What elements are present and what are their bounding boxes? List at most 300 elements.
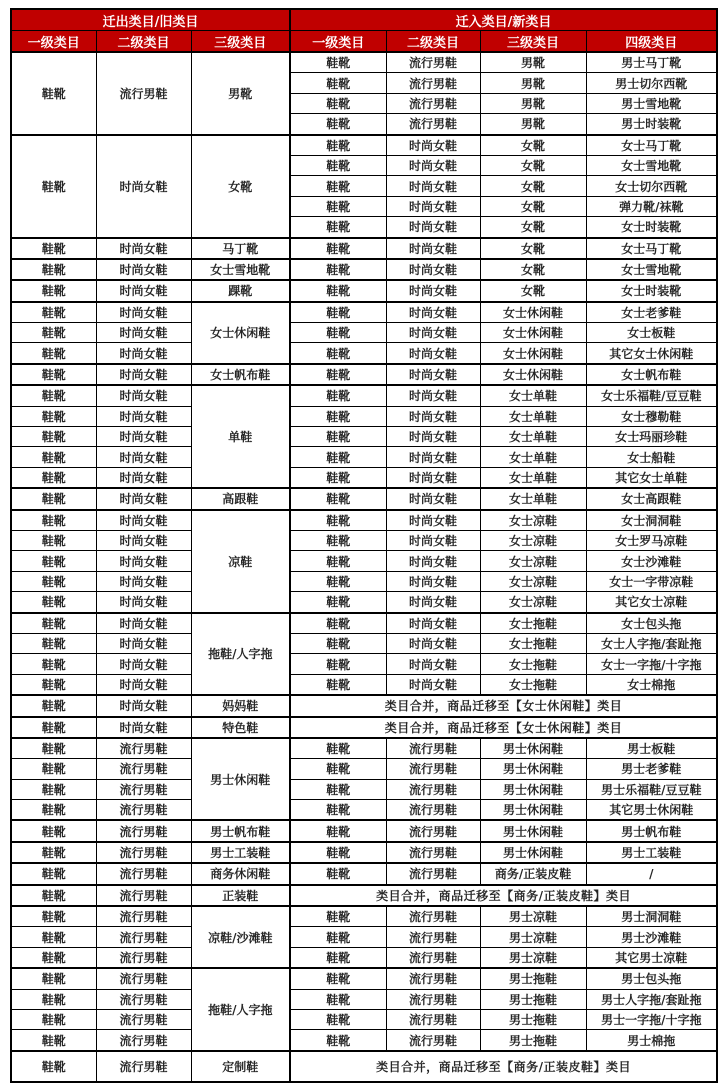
old-level1-cell: 鞋靴	[11, 467, 96, 488]
table-row	[11, 135, 717, 156]
new-level3-cell: 女靴	[480, 135, 586, 156]
column-header-new-level2: 二级类目	[386, 31, 480, 53]
new-level1-cell: 鞋靴	[290, 238, 386, 259]
table-row	[11, 1009, 717, 1029]
new-level2-cell: 时尚女鞋	[386, 592, 480, 613]
new-level4-cell: 女士老爹鞋	[586, 302, 717, 323]
old-level2-cell: 流行男鞋	[96, 52, 191, 135]
new-level2-cell: 时尚女鞋	[386, 238, 480, 259]
old-level2-cell: 流行男鞋	[96, 1030, 191, 1051]
new-level4-cell: 女士乐福鞋/豆豆鞋	[586, 385, 717, 406]
table-row	[11, 343, 717, 364]
old-level2-cell: 流行男鞋	[96, 842, 191, 863]
old-level2-cell: 时尚女鞋	[96, 571, 191, 591]
table-row	[11, 633, 717, 653]
old-level2-cell: 流行男鞋	[96, 820, 191, 841]
column-header-old-level1: 一级类目	[11, 31, 96, 53]
old-level1-cell: 鞋靴	[11, 343, 96, 364]
old-level1-cell: 鞋靴	[11, 571, 96, 591]
old-level1-cell: 鞋靴	[11, 427, 96, 447]
new-level1-cell: 鞋靴	[290, 842, 386, 863]
new-level3-cell: 男士凉鞋	[480, 906, 586, 927]
old-level3-cell: 踝靴	[191, 280, 290, 301]
new-level4-cell: 女士时装靴	[586, 217, 717, 238]
new-level3-cell: 女靴	[480, 196, 586, 216]
old-level2-cell: 时尚女鞋	[96, 510, 191, 531]
new-level3-cell: 女士休闲鞋	[480, 323, 586, 343]
new-level2-cell: 流行男鞋	[386, 820, 480, 841]
old-level2-cell: 流行男鞋	[96, 989, 191, 1009]
new-level2-cell: 时尚女鞋	[386, 196, 480, 216]
column-header-old-level3: 三级类目	[191, 31, 290, 53]
new-level2-cell: 流行男鞋	[386, 863, 480, 884]
old-level1-cell: 鞋靴	[11, 551, 96, 571]
new-level4-cell: 男士切尔西靴	[586, 73, 717, 93]
new-level2-cell: 流行男鞋	[386, 1009, 480, 1029]
old-level3-cell: 男士休闲鞋	[191, 738, 290, 821]
old-level3-cell: 拖鞋/人字拖	[191, 613, 290, 696]
new-level4-cell: 男士老爹鞋	[586, 759, 717, 779]
new-level3-cell: 女士休闲鞋	[480, 302, 586, 323]
new-level4-cell: 其它男士休闲鞋	[586, 800, 717, 821]
table-row	[11, 989, 717, 1009]
new-level1-cell: 鞋靴	[290, 1009, 386, 1029]
new-level4-cell: 女士穆勒鞋	[586, 406, 717, 426]
old-level2-cell: 时尚女鞋	[96, 530, 191, 550]
new-level2-cell: 时尚女鞋	[386, 488, 480, 509]
table-row	[11, 779, 717, 799]
old-level2-cell: 时尚女鞋	[96, 633, 191, 653]
old-level2-cell: 流行男鞋	[96, 738, 191, 759]
new-level4-cell: 女士洞洞鞋	[586, 510, 717, 531]
new-level1-cell: 鞋靴	[290, 176, 386, 196]
old-level1-cell: 鞋靴	[11, 447, 96, 467]
group-header-row	[11, 9, 717, 31]
new-level3-cell: 男士休闲鞋	[480, 779, 586, 799]
table-row	[11, 592, 717, 613]
category-migration-table	[10, 8, 718, 1083]
new-level1-cell: 鞋靴	[290, 779, 386, 799]
new-level1-cell: 鞋靴	[290, 906, 386, 927]
old-level3-cell: 妈妈鞋	[191, 695, 290, 716]
new-level1-cell: 鞋靴	[290, 1030, 386, 1051]
new-level1-cell: 鞋靴	[290, 510, 386, 531]
old-level2-cell: 时尚女鞋	[96, 406, 191, 426]
table-header	[11, 9, 717, 52]
old-level1-cell: 鞋靴	[11, 947, 96, 968]
new-level2-cell: 时尚女鞋	[386, 510, 480, 531]
merge-message-cell: 类目合并，商品迁移至【商务/正装皮鞋】类目	[290, 885, 717, 906]
table-body	[11, 52, 717, 1082]
new-level2-cell: 流行男鞋	[386, 800, 480, 821]
old-level2-cell: 流行男鞋	[96, 759, 191, 779]
old-level1-cell: 鞋靴	[11, 530, 96, 550]
new-level1-cell: 鞋靴	[290, 93, 386, 113]
old-level1-cell: 鞋靴	[11, 259, 96, 280]
old-level1-cell: 鞋靴	[11, 238, 96, 259]
new-level4-cell: 女士高跟鞋	[586, 488, 717, 509]
new-level2-cell: 流行男鞋	[386, 842, 480, 863]
table-row	[11, 820, 717, 841]
table-row	[11, 406, 717, 426]
old-level3-cell: 凉鞋	[191, 510, 290, 613]
new-level1-cell: 鞋靴	[290, 196, 386, 216]
old-level3-cell: 马丁靴	[191, 238, 290, 259]
old-level1-cell: 鞋靴	[11, 989, 96, 1009]
new-level2-cell: 时尚女鞋	[386, 633, 480, 653]
new-level2-cell: 时尚女鞋	[386, 654, 480, 674]
old-level2-cell: 流行男鞋	[96, 779, 191, 799]
new-level4-cell: 女士玛丽珍鞋	[586, 427, 717, 447]
new-level3-cell: 男士休闲鞋	[480, 820, 586, 841]
new-level1-cell: 鞋靴	[290, 800, 386, 821]
new-level2-cell: 时尚女鞋	[386, 530, 480, 550]
new-level2-cell: 时尚女鞋	[386, 364, 480, 385]
new-level2-cell: 流行男鞋	[386, 906, 480, 927]
old-level3-cell: 女士帆布鞋	[191, 364, 290, 385]
new-level1-cell: 鞋靴	[290, 217, 386, 238]
old-level1-cell: 鞋靴	[11, 385, 96, 406]
old-level1-cell: 鞋靴	[11, 510, 96, 531]
table-row	[11, 927, 717, 947]
new-level4-cell: 男士雪地靴	[586, 93, 717, 113]
new-level2-cell: 流行男鞋	[386, 968, 480, 989]
new-level4-cell: 男士时装靴	[586, 114, 717, 135]
new-level4-cell: 女士帆布鞋	[586, 364, 717, 385]
old-level1-cell: 鞋靴	[11, 613, 96, 634]
new-level1-cell: 鞋靴	[290, 530, 386, 550]
new-level1-cell: 鞋靴	[290, 447, 386, 467]
new-level4-cell: 女士一字带凉鞋	[586, 571, 717, 591]
new-level4-cell: 男士沙滩鞋	[586, 927, 717, 947]
table-row	[11, 1051, 717, 1082]
old-level1-cell: 鞋靴	[11, 842, 96, 863]
new-level1-cell: 鞋靴	[290, 654, 386, 674]
new-level1-cell: 鞋靴	[290, 738, 386, 759]
new-level4-cell: 女士罗马凉鞋	[586, 530, 717, 550]
table-row	[11, 385, 717, 406]
new-level1-cell: 鞋靴	[290, 52, 386, 73]
new-level2-cell: 时尚女鞋	[386, 406, 480, 426]
new-level4-cell: 女士马丁靴	[586, 135, 717, 156]
old-level1-cell: 鞋靴	[11, 738, 96, 759]
old-level1-cell: 鞋靴	[11, 52, 96, 135]
new-level3-cell: 女士单鞋	[480, 406, 586, 426]
new-level1-cell: 鞋靴	[290, 114, 386, 135]
old-level2-cell: 时尚女鞋	[96, 447, 191, 467]
table-row	[11, 52, 717, 73]
new-level3-cell: 女士凉鞋	[480, 592, 586, 613]
new-level4-cell: 其它女士休闲鞋	[586, 343, 717, 364]
new-level1-cell: 鞋靴	[290, 259, 386, 280]
new-level2-cell: 时尚女鞋	[386, 674, 480, 695]
old-level3-cell: 定制鞋	[191, 1051, 290, 1082]
old-level1-cell: 鞋靴	[11, 654, 96, 674]
table-row	[11, 280, 717, 301]
table-row	[11, 238, 717, 259]
new-level4-cell: 女士切尔西靴	[586, 176, 717, 196]
old-level1-cell: 鞋靴	[11, 968, 96, 989]
table-row	[11, 695, 717, 716]
new-level4-cell: 女士一字拖/十字拖	[586, 654, 717, 674]
old-level1-cell: 鞋靴	[11, 302, 96, 323]
new-level3-cell: 女士休闲鞋	[480, 364, 586, 385]
table-row	[11, 551, 717, 571]
new-level3-cell: 女士拖鞋	[480, 633, 586, 653]
old-level3-cell: 女士雪地靴	[191, 259, 290, 280]
old-level3-cell: 单鞋	[191, 385, 290, 488]
old-level2-cell: 流行男鞋	[96, 906, 191, 927]
new-level2-cell: 时尚女鞋	[386, 302, 480, 323]
new-level1-cell: 鞋靴	[290, 947, 386, 968]
old-level1-cell: 鞋靴	[11, 927, 96, 947]
table-row	[11, 488, 717, 509]
old-level2-cell: 时尚女鞋	[96, 717, 191, 738]
table-row	[11, 947, 717, 968]
new-level1-cell: 鞋靴	[290, 73, 386, 93]
new-level4-cell: 女士时装靴	[586, 280, 717, 301]
table-row	[11, 654, 717, 674]
old-level2-cell: 流行男鞋	[96, 1051, 191, 1082]
table-row	[11, 571, 717, 591]
new-level3-cell: 女靴	[480, 280, 586, 301]
new-level3-cell: 男士凉鞋	[480, 927, 586, 947]
new-level4-cell: 其它女士单鞋	[586, 467, 717, 488]
new-category-group-header: 迁入类目/新类目	[290, 9, 717, 31]
merge-message-cell: 类目合并，商品迁移至【商务/正装皮鞋】类目	[290, 1051, 717, 1082]
old-level2-cell: 时尚女鞋	[96, 695, 191, 716]
new-level4-cell: 男士马丁靴	[586, 52, 717, 73]
table-row	[11, 759, 717, 779]
old-level3-cell: 男士帆布鞋	[191, 820, 290, 841]
old-level2-cell: 时尚女鞋	[96, 385, 191, 406]
new-level4-cell: 男士包头拖	[586, 968, 717, 989]
new-level1-cell: 鞋靴	[290, 968, 386, 989]
merge-message-cell: 类目合并，商品迁移至【女士休闲鞋】类目	[290, 717, 717, 738]
old-level1-cell: 鞋靴	[11, 1051, 96, 1082]
new-level3-cell: 女士单鞋	[480, 467, 586, 488]
old-level2-cell: 时尚女鞋	[96, 427, 191, 447]
column-header-old-level2: 二级类目	[96, 31, 191, 53]
new-level2-cell: 流行男鞋	[386, 1030, 480, 1051]
new-level3-cell: 男士拖鞋	[480, 1009, 586, 1029]
old-level1-cell: 鞋靴	[11, 779, 96, 799]
new-level3-cell: 男靴	[480, 52, 586, 73]
new-level4-cell: 女士马丁靴	[586, 238, 717, 259]
table-row	[11, 323, 717, 343]
new-level3-cell: 女士凉鞋	[480, 551, 586, 571]
new-level4-cell: 男士人字拖/套趾拖	[586, 989, 717, 1009]
old-level3-cell: 正装鞋	[191, 885, 290, 906]
table-row	[11, 885, 717, 906]
new-level4-cell: 女士沙滩鞋	[586, 551, 717, 571]
new-level2-cell: 时尚女鞋	[386, 447, 480, 467]
old-level1-cell: 鞋靴	[11, 863, 96, 884]
new-level1-cell: 鞋靴	[290, 364, 386, 385]
new-level2-cell: 流行男鞋	[386, 73, 480, 93]
old-level2-cell: 时尚女鞋	[96, 467, 191, 488]
new-level4-cell: 男士一字拖/十字拖	[586, 1009, 717, 1029]
new-level3-cell: 女士凉鞋	[480, 571, 586, 591]
old-level1-cell: 鞋靴	[11, 364, 96, 385]
new-level4-cell: 弹力靴/袜靴	[586, 196, 717, 216]
new-level1-cell: 鞋靴	[290, 343, 386, 364]
new-level4-cell: 女士板鞋	[586, 323, 717, 343]
old-level3-cell: 商务休闲鞋	[191, 863, 290, 884]
table-row	[11, 530, 717, 550]
new-level1-cell: 鞋靴	[290, 135, 386, 156]
new-level4-cell: 男士洞洞鞋	[586, 906, 717, 927]
old-level2-cell: 流行男鞋	[96, 947, 191, 968]
new-level3-cell: 女士拖鞋	[480, 613, 586, 634]
table-row	[11, 863, 717, 884]
new-level3-cell: 男士拖鞋	[480, 968, 586, 989]
new-level2-cell: 时尚女鞋	[386, 343, 480, 364]
table-row	[11, 259, 717, 280]
new-level4-cell: 女士棉拖	[586, 674, 717, 695]
old-level1-cell: 鞋靴	[11, 695, 96, 716]
old-level2-cell: 时尚女鞋	[96, 135, 191, 238]
table-row	[11, 738, 717, 759]
new-level4-cell: 女士包头拖	[586, 613, 717, 634]
old-level3-cell: 男士工装鞋	[191, 842, 290, 863]
new-level2-cell: 流行男鞋	[386, 93, 480, 113]
new-level2-cell: 时尚女鞋	[386, 571, 480, 591]
new-level3-cell: 女士拖鞋	[480, 654, 586, 674]
new-level4-cell: 其它女士凉鞋	[586, 592, 717, 613]
new-level3-cell: 女士单鞋	[480, 385, 586, 406]
old-level2-cell: 时尚女鞋	[96, 364, 191, 385]
new-level3-cell: 男靴	[480, 73, 586, 93]
new-level3-cell: 男士拖鞋	[480, 989, 586, 1009]
new-level2-cell: 时尚女鞋	[386, 613, 480, 634]
old-level1-cell: 鞋靴	[11, 759, 96, 779]
new-level1-cell: 鞋靴	[290, 551, 386, 571]
new-level2-cell: 时尚女鞋	[386, 259, 480, 280]
old-level3-cell: 女士休闲鞋	[191, 302, 290, 364]
new-level4-cell: 女士雪地靴	[586, 259, 717, 280]
new-level1-cell: 鞋靴	[290, 302, 386, 323]
column-header-new-level4: 四级类目	[586, 31, 717, 53]
old-level1-cell: 鞋靴	[11, 406, 96, 426]
new-level3-cell: 女士单鞋	[480, 447, 586, 467]
old-level1-cell: 鞋靴	[11, 1009, 96, 1029]
column-header-new-level1: 一级类目	[290, 31, 386, 53]
old-level2-cell: 时尚女鞋	[96, 613, 191, 634]
table-row	[11, 906, 717, 927]
new-level4-cell: 男士棉拖	[586, 1030, 717, 1051]
new-level3-cell: 男靴	[480, 93, 586, 113]
table-row	[11, 427, 717, 447]
old-category-group-header: 迁出类目/旧类目	[11, 9, 290, 31]
old-level2-cell: 时尚女鞋	[96, 238, 191, 259]
new-level4-cell: 女士人字拖/套趾拖	[586, 633, 717, 653]
table-row	[11, 510, 717, 531]
old-level3-cell: 凉鞋/沙滩鞋	[191, 906, 290, 968]
new-level4-cell: 其它男士凉鞋	[586, 947, 717, 968]
new-level4-cell: 男士板鞋	[586, 738, 717, 759]
old-level2-cell: 时尚女鞋	[96, 259, 191, 280]
old-level1-cell: 鞋靴	[11, 135, 96, 238]
table-row	[11, 968, 717, 989]
new-level3-cell: 女靴	[480, 259, 586, 280]
new-level3-cell: 商务/正装皮鞋	[480, 863, 586, 884]
new-level1-cell: 鞋靴	[290, 280, 386, 301]
old-level1-cell: 鞋靴	[11, 885, 96, 906]
old-level1-cell: 鞋靴	[11, 820, 96, 841]
new-level3-cell: 女靴	[480, 217, 586, 238]
new-level3-cell: 女士凉鞋	[480, 530, 586, 550]
old-level3-cell: 特色鞋	[191, 717, 290, 738]
new-level1-cell: 鞋靴	[290, 633, 386, 653]
new-level4-cell: 男士乐福鞋/豆豆鞋	[586, 779, 717, 799]
new-level4-cell: 女士船鞋	[586, 447, 717, 467]
table-row	[11, 302, 717, 323]
new-level1-cell: 鞋靴	[290, 488, 386, 509]
new-level1-cell: 鞋靴	[290, 385, 386, 406]
new-level3-cell: 女士单鞋	[480, 488, 586, 509]
new-level2-cell: 流行男鞋	[386, 947, 480, 968]
new-level3-cell: 男士休闲鞋	[480, 759, 586, 779]
new-level1-cell: 鞋靴	[290, 759, 386, 779]
old-level2-cell: 时尚女鞋	[96, 323, 191, 343]
new-level4-cell: 男士工装鞋	[586, 842, 717, 863]
new-level2-cell: 时尚女鞋	[386, 323, 480, 343]
new-level2-cell: 时尚女鞋	[386, 155, 480, 175]
column-header-row	[11, 31, 717, 53]
old-level2-cell: 时尚女鞋	[96, 654, 191, 674]
old-level2-cell: 流行男鞋	[96, 800, 191, 821]
new-level3-cell: 女士单鞋	[480, 427, 586, 447]
new-level2-cell: 流行男鞋	[386, 52, 480, 73]
table-row	[11, 1030, 717, 1051]
new-level1-cell: 鞋靴	[290, 863, 386, 884]
new-level1-cell: 鞋靴	[290, 927, 386, 947]
new-level1-cell: 鞋靴	[290, 674, 386, 695]
new-level4-cell: 女士雪地靴	[586, 155, 717, 175]
old-level2-cell: 时尚女鞋	[96, 488, 191, 509]
old-level3-cell: 高跟鞋	[191, 488, 290, 509]
old-level3-cell: 男靴	[191, 52, 290, 135]
old-level1-cell: 鞋靴	[11, 674, 96, 695]
new-level3-cell: 女士凉鞋	[480, 510, 586, 531]
new-level2-cell: 流行男鞋	[386, 989, 480, 1009]
new-level2-cell: 时尚女鞋	[386, 427, 480, 447]
old-level1-cell: 鞋靴	[11, 717, 96, 738]
new-level3-cell: 女靴	[480, 238, 586, 259]
old-level2-cell: 流行男鞋	[96, 863, 191, 884]
new-level1-cell: 鞋靴	[290, 323, 386, 343]
new-level2-cell: 时尚女鞋	[386, 135, 480, 156]
new-level3-cell: 男士休闲鞋	[480, 800, 586, 821]
new-level2-cell: 流行男鞋	[386, 738, 480, 759]
old-level1-cell: 鞋靴	[11, 633, 96, 653]
new-level3-cell: 男靴	[480, 114, 586, 135]
old-level2-cell: 时尚女鞋	[96, 551, 191, 571]
new-level3-cell: 男士拖鞋	[480, 1030, 586, 1051]
table-row	[11, 467, 717, 488]
new-level2-cell: 流行男鞋	[386, 927, 480, 947]
new-level1-cell: 鞋靴	[290, 427, 386, 447]
new-level2-cell: 时尚女鞋	[386, 176, 480, 196]
new-level1-cell: 鞋靴	[290, 406, 386, 426]
new-level2-cell: 流行男鞋	[386, 759, 480, 779]
new-level2-cell: 时尚女鞋	[386, 217, 480, 238]
new-level1-cell: 鞋靴	[290, 155, 386, 175]
table-row	[11, 447, 717, 467]
table-row	[11, 842, 717, 863]
new-level2-cell: 时尚女鞋	[386, 280, 480, 301]
